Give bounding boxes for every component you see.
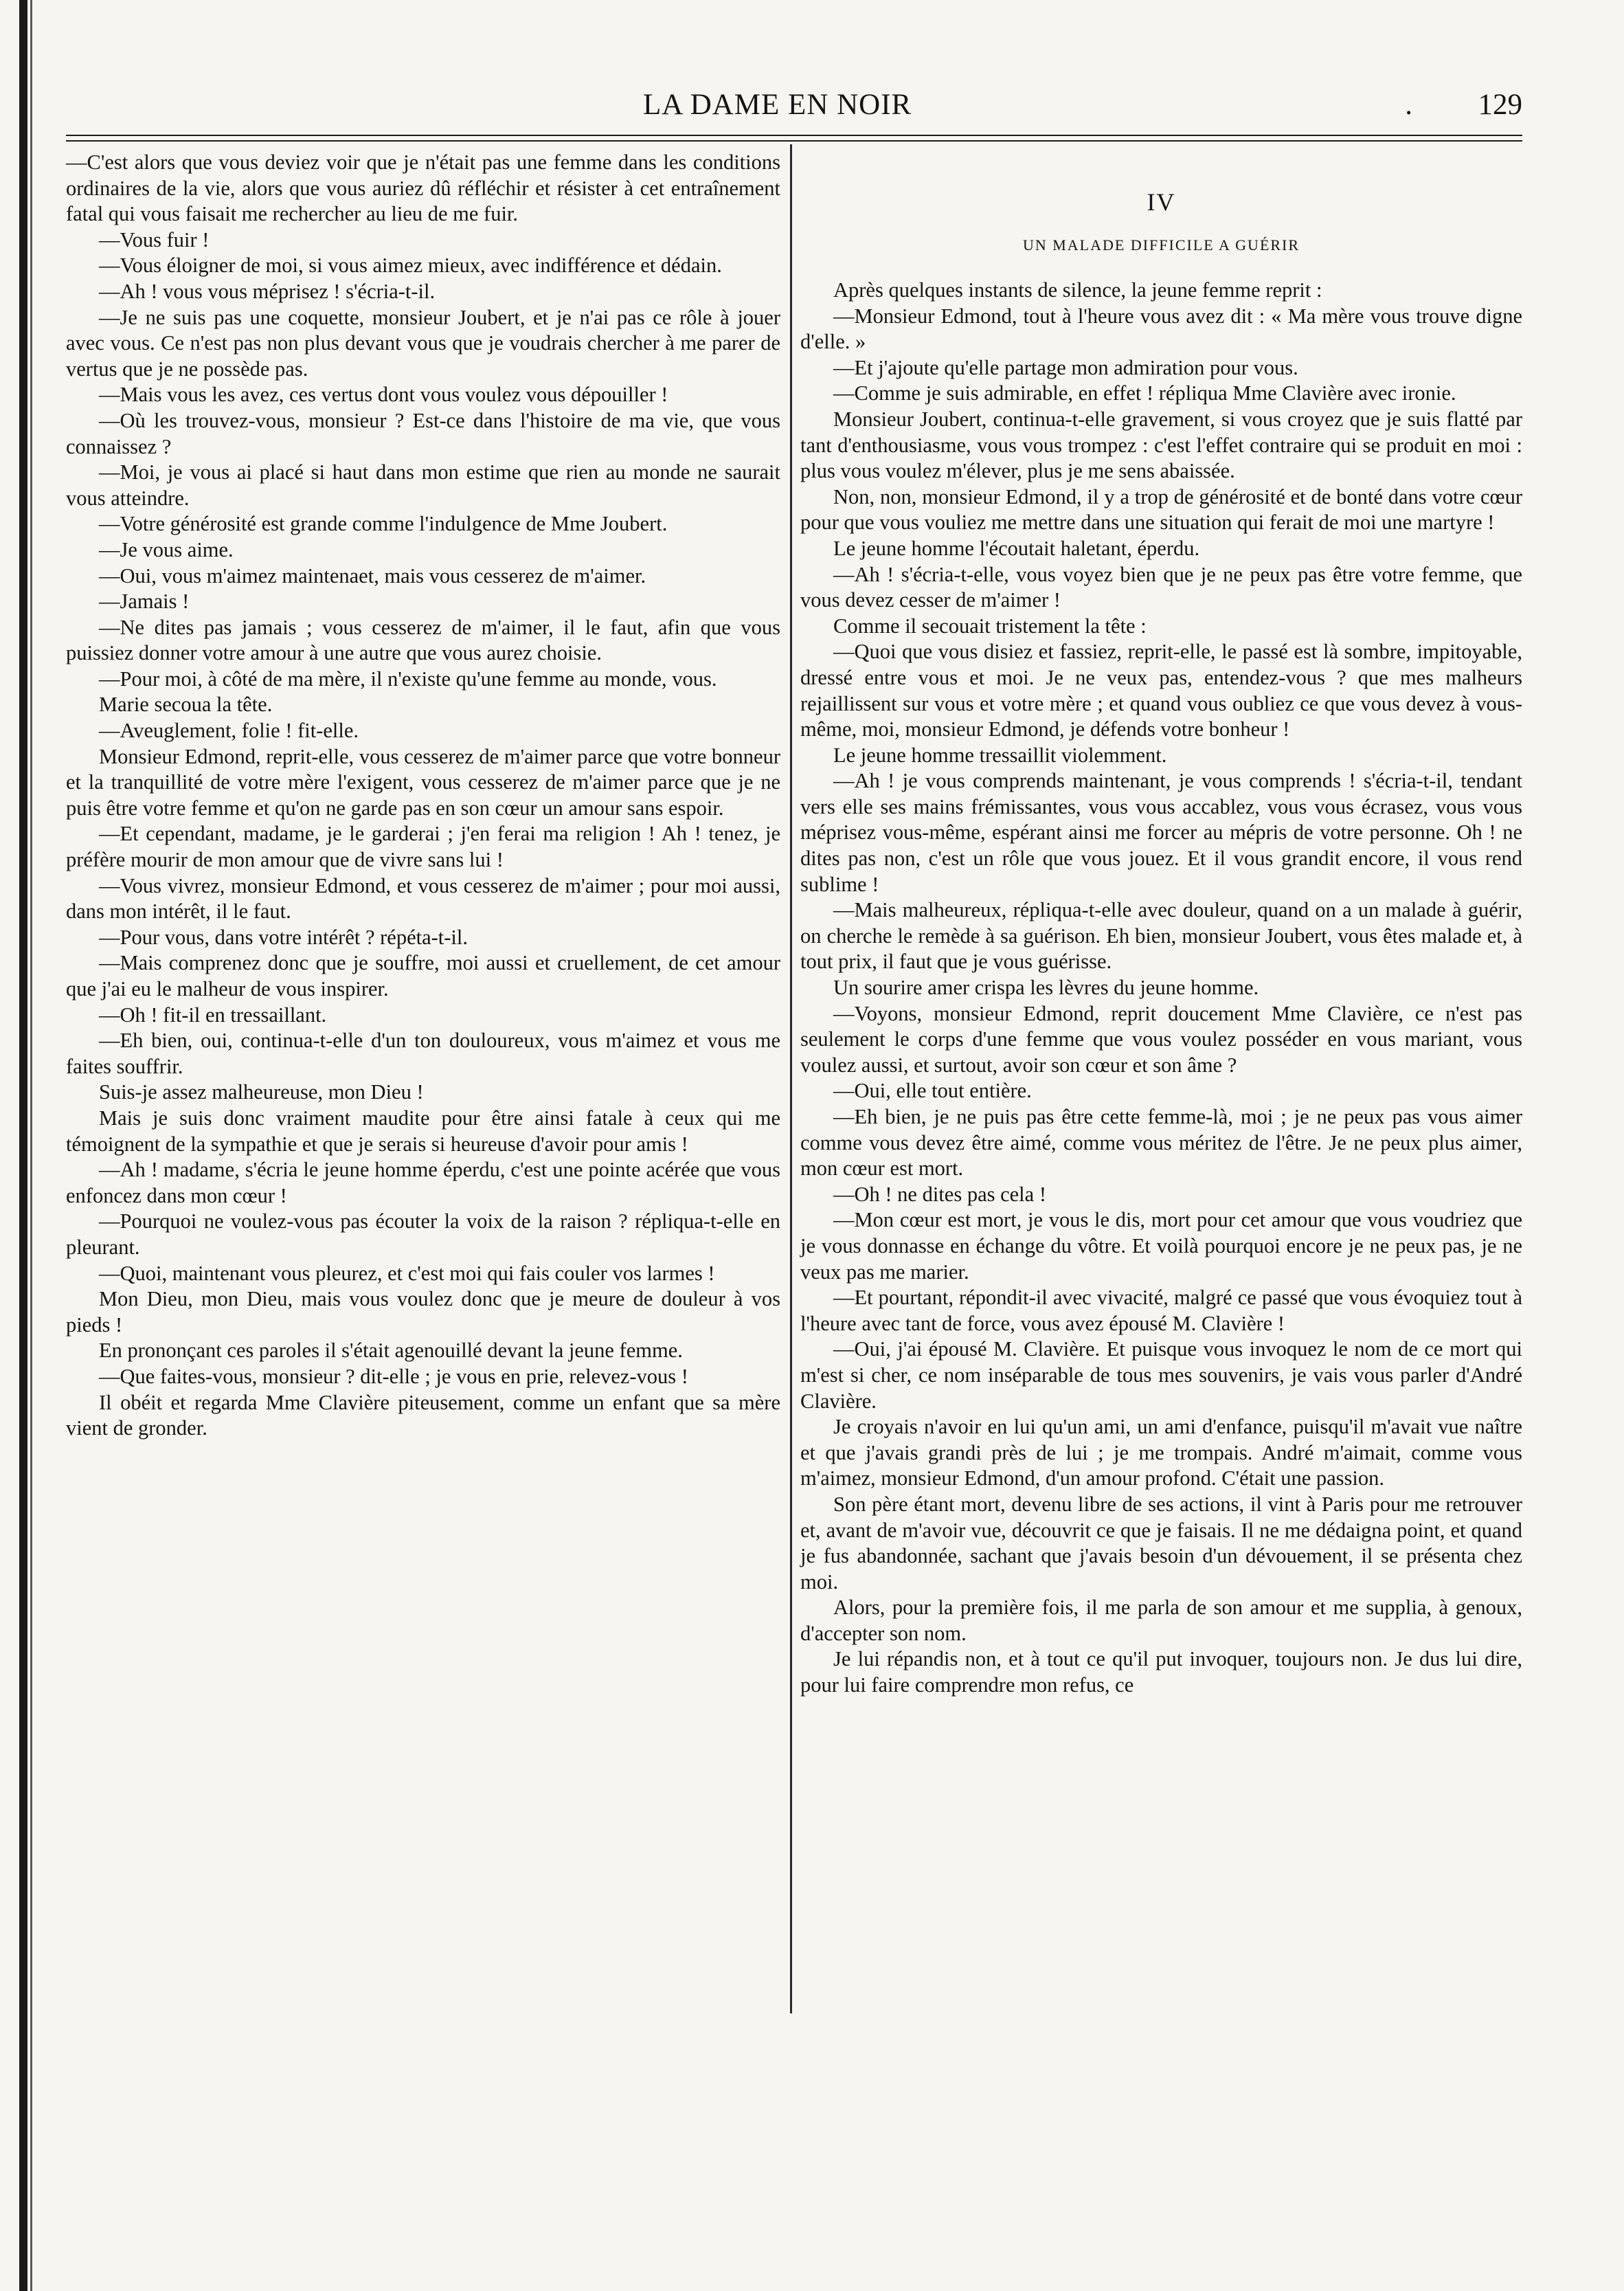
- paragraph: —Eh bien, oui, continua-t-elle d'un ton douloureux, vous m'aimez et vous me faites souffrir.: [66, 1029, 780, 1078]
- binding-edge-thin-rule: [30, 0, 32, 2291]
- paragraph: Après quelques instants de silence, la jeune femme reprit :: [833, 278, 1322, 302]
- paragraph: —Mais vous les avez, ces vertus dont vous voulez vous dépouiller !: [99, 383, 668, 407]
- paragraph: —Vous vivrez, monsieur Edmond, et vous cesserez de m'aimer ; pour moi aussi, dans mon intérêt, il le faut.: [66, 873, 780, 924]
- paragraph: —C'est alors que vous deviez voir que je n'était pas une femme dans les conditions ordinaires de la vie, alors que vous auriez dû réfléchir et résister à cet entraînement fatal qui vous faisait me rechercher au lieu de me fuir.: [66, 150, 780, 226]
- paragraph: Il obéit et regarda Mme Clavière piteusement, comme un enfant que sa mère vient de gronder.: [66, 1390, 780, 1440]
- column-divider: [790, 144, 792, 2013]
- paragraph: —Votre générosité est grande comme l'indulgence de Mme Joubert.: [99, 512, 668, 536]
- binding-edge-rule: [19, 0, 27, 2291]
- paragraph: —Et pourtant, répondit-il avec vivacité, malgré ce passé que vous évoquiez tout à l'heure avec tant de force, vous avez épousé M. Clavière !: [800, 1286, 1522, 1335]
- header-double-rule: [66, 135, 1522, 142]
- paragraph: —Oui, elle tout entière.: [833, 1079, 1032, 1103]
- paragraph: —Oui, j'ai épousé M. Clavière. Et puisque vous invoquez le nom de ce mort qui m'est si cher, ce nom inséparable de tous mes souvenirs, je vais vous parler d'André Clavière.: [800, 1337, 1522, 1413]
- paragraph: —Où les trouvez-vous, monsieur ? Est-ce dans l'histoire de ma vie, que vous connaissez ?: [66, 408, 780, 458]
- paragraph: —Vous éloigner de moi, si vous aimez mieux, avec indifférence et dédain.: [99, 254, 722, 278]
- paragraph: Le jeune homme l'écoutait haletant, éperdu.: [833, 536, 1200, 560]
- paragraph: —Moi, je vous ai placé si haut dans mon estime que rien au monde ne saurait vous atteindre.: [66, 460, 780, 510]
- paragraph: Marie secoua la tête.: [99, 693, 273, 717]
- paragraph: —Oh ! fit-il en tressaillant.: [99, 1003, 327, 1027]
- paragraph: Je lui répandis non, et à tout ce qu'il put invoquer, toujours non. Je dus lui dire, pour lui faire comprendre mon refus, ce: [800, 1647, 1522, 1697]
- paragraph: Suis-je assez malheureuse, mon Dieu !: [99, 1080, 424, 1104]
- left-column: [66, 150, 780, 1442]
- paragraph: —Et j'ajoute qu'elle partage mon admiration pour vous.: [833, 355, 1298, 379]
- right-column: [800, 150, 1522, 1699]
- paragraph: Un sourire amer crispa les lèvres du jeune homme.: [833, 976, 1259, 1000]
- running-title: LA DAME EN NOIR: [643, 89, 912, 121]
- paragraph: Monsieur Edmond, reprit-elle, vous cesserez de m'aimer parce que votre bonneur et la tranquillité de votre mère l'exigent, vous cesserez de m'aimer parce que je ne puis être votre femme et qu'on ne garde pas en son cœur un amour sans espoir.: [66, 744, 780, 820]
- chapter-title: UN MALADE DIFFICILE A GUÉRIR: [1022, 236, 1300, 254]
- paragraph: En prononçant ces paroles il s'était agenouillé devant la jeune femme.: [99, 1339, 683, 1363]
- paragraph: —Mais malheureux, répliqua-t-elle avec douleur, quand on a un malade à guérir, on cherche le remède à sa guérison. Eh bien, monsieur Joubert, vous êtes malade et, à tout prix, il faut que je vous guérisse.: [800, 898, 1522, 974]
- paragraph: —Oh ! ne dites pas cela !: [833, 1182, 1046, 1206]
- paragraph: Mon Dieu, mon Dieu, mais vous voulez donc que je meure de douleur à vos pieds !: [66, 1287, 780, 1337]
- paragraph: —Mon cœur est mort, je vous le dis, mort pour cet amour que vous voudriez que je vous donnasse en échange du vôtre. Et voilà pourquoi encore je ne peux pas, je ne veux pas me marier.: [800, 1208, 1522, 1284]
- paragraph: —Oui, vous m'aimez maintenaet, mais vous cesserez de m'aimer.: [99, 563, 646, 588]
- paragraph: —Pour vous, dans votre intérêt ? répéta-t-il.: [99, 925, 468, 949]
- paragraph: —Voyons, monsieur Edmond, reprit doucement Mme Clavière, ce n'est pas seulement le corps d'une femme que vous voulez posséder en vous mariant, vous voulez aussi, et surtout, avoir son cœur et son âme ?: [800, 1001, 1522, 1077]
- paragraph: —Je vous aime.: [99, 537, 234, 561]
- paragraph: Monsieur Joubert, continua-t-elle gravement, si vous croyez que je suis flatté par tant d'enthousiasme, vous vous trompez : c'est l'effet contraire qui se produit en moi : plus vous voulez m'élever, plus je me sens abaissée.: [800, 407, 1522, 483]
- paragraph: —Pourquoi ne voulez-vous pas écouter la voix de la raison ? répliqua-t-elle en pleurant.: [66, 1209, 780, 1259]
- page-number: 129: [1478, 89, 1522, 121]
- paragraph: —Mais comprenez donc que je souffre, moi aussi et cruellement, de cet amour que j'ai eu le malheur de vous inspirer.: [66, 951, 780, 1001]
- paragraph: —Et cependant, madame, je le garderai ; j'en ferai ma religion ! Ah ! tenez, je préfère mourir de mon amour que de vivre sans lui !: [66, 822, 780, 872]
- paragraph: —Ne dites pas jamais ; vous cesserez de m'aimer, il le faut, afin que vous puissiez donner votre amour à une autre que vous aurez choisie.: [66, 615, 780, 665]
- paragraph: Son père étant mort, devenu libre de ses actions, il vint à Paris pour me retrouver et, avant de m'avoir vue, découvrit ce que je faisais. Il ne me dédaigna point, et quand je fus abandonnée, sachant que j'avais besoin d'un dévouement, il se présenta chez moi.: [800, 1492, 1522, 1594]
- paragraph: —Quoi, maintenant vous pleurez, et c'est moi qui fais couler vos larmes !: [99, 1261, 715, 1285]
- paragraph: Mais je suis donc vraiment maudite pour être ainsi fatale à ceux qui me témoignent de la sympathie et que je serais si heureuse d'avoir pour amis !: [66, 1106, 780, 1156]
- paragraph: —Pour moi, à côté de ma mère, il n'existe qu'une femme au monde, vous.: [99, 667, 717, 691]
- paragraph: —Ah ! madame, s'écria le jeune homme éperdu, c'est une pointe acérée que vous enfoncez dans mon cœur !: [66, 1158, 780, 1207]
- paragraph: —Eh bien, je ne puis pas être cette femme-là, moi ; je ne peux pas vous aimer comme vous devez être aimé, comme vous méritez de l'être. Je ne peux plus aimer, mon cœur est mort.: [800, 1105, 1522, 1181]
- paragraph: —Aveuglement, folie ! fit-elle.: [99, 719, 359, 743]
- paragraph: —Monsieur Edmond, tout à l'heure vous avez dit : « Ma mère vous trouve digne d'elle. »: [800, 304, 1522, 354]
- chapter-number: IV: [1147, 188, 1176, 216]
- header-dot: .: [1405, 89, 1412, 121]
- paragraph: —Comme je suis admirable, en effet ! répliqua Mme Clavière avec ironie.: [833, 381, 1456, 405]
- paragraph: —Quoi que vous disiez et fassiez, reprit-elle, le passé est là sombre, impitoyable, dressé entre vous et moi. Je ne veux pas, entendez-vous ? que mes malheurs rejaillissent sur vous et votre mère ; et quand vous oubliez ce que vous devez à vous-même, moi, monsieur Edmond, je défends votre bonheur !: [800, 640, 1522, 741]
- paragraph: Non, non, monsieur Edmond, il y a trop de générosité et de bonté dans votre cœur pour que vous vouliez me mettre dans une situation qui ferait de moi une martyre !: [800, 484, 1522, 535]
- paragraph: —Ah ! s'écria-t-elle, vous voyez bien que je ne peux pas être votre femme, que vous devez cesser de m'aimer !: [800, 562, 1522, 612]
- paragraph: Je croyais n'avoir en lui qu'un ami, un ami d'enfance, puisqu'il m'avait vue naître et que j'avais grandi près de lui ; je me trompais. André m'aimait, comme vous m'aimez, monsieur Edmond, d'un amour profond. C'était une passion.: [800, 1415, 1522, 1490]
- paragraph: —Ah ! vous vous méprisez ! s'écria-t-il.: [99, 279, 436, 303]
- paragraph: —Que faites-vous, monsieur ? dit-elle ; je vous en prie, relevez-vous !: [99, 1364, 688, 1388]
- paragraph: Comme il secouait tristement la tête :: [833, 614, 1147, 638]
- paragraph: —Ah ! je vous comprends maintenant, je vous comprends ! s'écria-t-il, tendant vers elle ses mains frémissantes, vous vous accablez, vous vous écrasez, vous vous méprisez vous-même, espérant ainsi me forcer au mépris de votre personne. Oh ! ne dites pas non, c'est un rôle que vous jouez. Et il vous grandit encore, il vous rend sublime !: [800, 769, 1522, 896]
- paragraph: Le jeune homme tressaillit violemment.: [833, 743, 1167, 767]
- paragraph: —Je ne suis pas une coquette, monsieur Joubert, et je n'ai pas ce rôle à jouer avec vous. Ce n'est pas non plus devant vous que je voudrais chercher à me parer de vertus que je ne possède pas.: [66, 305, 780, 381]
- paragraph: —Vous fuir !: [99, 227, 210, 252]
- paragraph: —Jamais !: [99, 590, 190, 614]
- paragraph: Alors, pour la première fois, il me parla de son amour et me supplia, à genoux, d'accepter son nom.: [800, 1596, 1522, 1645]
- running-header: [66, 88, 1522, 129]
